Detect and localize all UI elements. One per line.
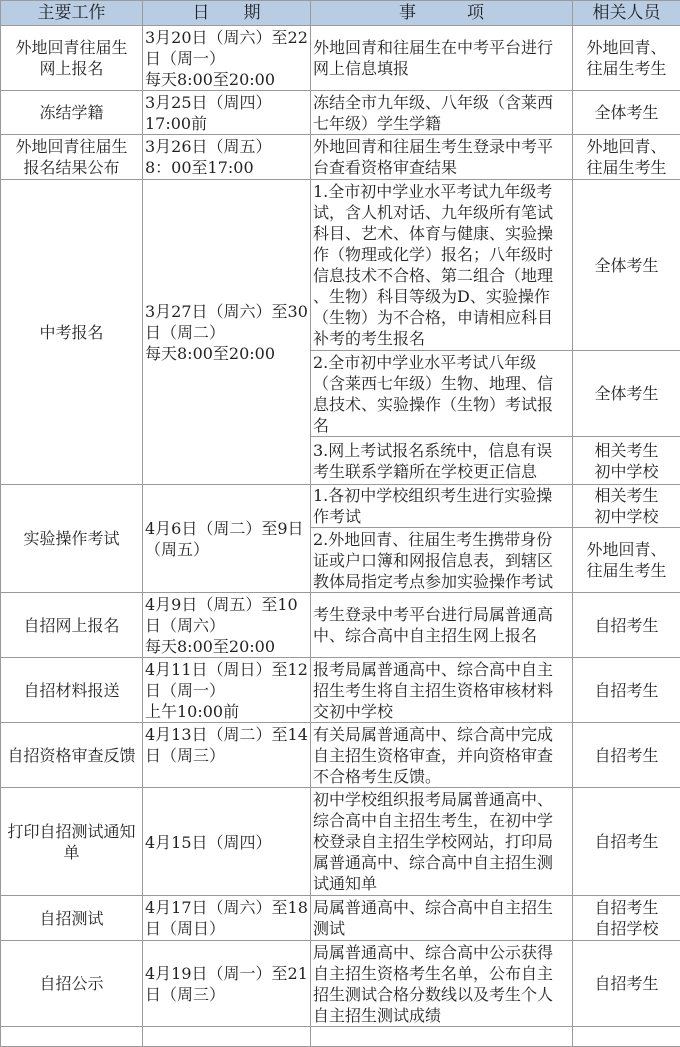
date-cell: 4月6日（周二）至9日 （周五） xyxy=(143,485,311,593)
table-row xyxy=(1,593,680,658)
people-cell: 自招考生 xyxy=(573,941,680,1027)
people-cell: 外地回青、 往届生考生 xyxy=(573,135,680,180)
empty-cell xyxy=(311,1027,573,1047)
table-row xyxy=(1,135,680,180)
item-cell: 1.各初中学校组织考生进行实验操 作考试 xyxy=(311,485,573,528)
people-cell: 外地回青、 往届生考生 xyxy=(573,528,680,593)
item-cell: 外地回青和往届生考生登录中考平 台查看资格审查结果 xyxy=(311,135,573,180)
work-cell: 自招网上报名 xyxy=(1,593,143,658)
table-row xyxy=(1,26,680,91)
item-cell: 外地回青和往届生在中考平台进行 网上信息填报 xyxy=(311,26,573,91)
empty-cell xyxy=(143,1027,311,1047)
empty-cell xyxy=(573,1027,680,1047)
date-cell: 4月19日（周一）至21 日（周三） xyxy=(143,941,311,1027)
header-work: 主要工作 xyxy=(1,1,143,26)
date-cell: 4月9日（周五）至10 日（周六） 每天8:00至20:00 xyxy=(143,593,311,658)
table-row xyxy=(1,896,680,941)
work-cell: 中考报名 xyxy=(1,180,143,485)
work-cell: 自招测试 xyxy=(1,896,143,941)
empty-cell xyxy=(1,1027,143,1047)
people-cell: 外地回青、 往届生考生 xyxy=(573,26,680,91)
people-cell: 自招考生 xyxy=(573,593,680,658)
header-date: 日 期 xyxy=(143,1,311,26)
work-cell: 外地回青往届生 网上报名 xyxy=(1,26,143,91)
date-cell: 4月17日（周六）至18 日（周日） xyxy=(143,896,311,941)
people-cell: 自招考生 xyxy=(573,658,680,723)
item-cell: 冻结全市九年级、八年级（含莱西 七年级）学生学籍 xyxy=(311,91,573,135)
table-header xyxy=(1,1,680,26)
work-cell: 自招公示 xyxy=(1,941,143,1027)
table-row-partial xyxy=(1,1027,680,1047)
people-cell: 自招考生 xyxy=(573,723,680,788)
header-item: 事 项 xyxy=(311,1,573,26)
people-cell: 相关考生 初中学校 xyxy=(573,485,680,528)
date-cell: 3月20日（周六）至22 日（周一） 每天8:00至20:00 xyxy=(143,26,311,91)
item-cell: 2.外地回青、往届生考生携带身份 证或户口簿和网报信息表，到辖区 教体局指定考点参加实验操作考试 xyxy=(311,528,573,593)
people-cell: 相关考生 初中学校 xyxy=(573,437,680,485)
date-cell: 4月11日（周日）至12 日（周一） 上午10:00前 xyxy=(143,658,311,723)
table-row xyxy=(1,941,680,1027)
table-row xyxy=(1,485,680,528)
item-cell: 1.全市初中学业水平考试九年级考 试，含人机对话、九年级所有笔试 科目、艺术、体育与健康、实验操 作（物理或化学）报名；八年级时 信息技术不合格、第二组合（地理 、生物）科目等级为D、实验操作 （生物）为不合格，申请相应科目 补考的考生报名 xyxy=(311,180,573,351)
item-cell: 3.网上考试报名系统中，信息有误 考生联系学籍所在学校更正信息 xyxy=(311,437,573,485)
table-row xyxy=(1,658,680,723)
people-cell: 全体考生 xyxy=(573,180,680,351)
work-cell: 打印自招测试通知 单 xyxy=(1,788,143,896)
people-cell: 自招考生 xyxy=(573,788,680,896)
people-cell: 全体考生 xyxy=(573,91,680,135)
work-cell: 自招资格审查反馈 xyxy=(1,723,143,788)
date-cell: 3月25日（周四） 17:00前 xyxy=(143,91,311,135)
work-cell: 实验操作考试 xyxy=(1,485,143,593)
date-cell: 4月13日（周二）至14 日（周三） xyxy=(143,723,311,788)
table-row xyxy=(1,723,680,788)
date-cell: 3月26日（周五） 8：00至17:00 xyxy=(143,135,311,180)
table-row xyxy=(1,788,680,896)
item-cell: 有关局属普通高中、综合高中完成 自主招生资格审查，并向资格审查 不合格考生反馈。 xyxy=(311,723,573,788)
item-cell: 2.全市初中学业水平考试八年级 （含莱西七年级）生物、地理、信 息技术、实验操作（生物）考试报 名 xyxy=(311,351,573,437)
work-cell: 外地回青往届生 报名结果公布 xyxy=(1,135,143,180)
table-row xyxy=(1,91,680,135)
header-people: 相关人员 xyxy=(573,1,680,26)
item-cell: 局属普通高中、综合高中公示获得 自主招生资格考生名单，公布自主 招生测试合格分数线以及考生个人 自主招生测试成绩 xyxy=(311,941,573,1027)
people-cell: 自招考生 自招学校 xyxy=(573,896,680,941)
item-cell: 初中学校组织报考局属普通高中、 综合高中自主招生考生，在初中学 校登录自主招生学校网站，打印局 属普通高中、综合高中自主招生测 试通知单 xyxy=(311,788,573,896)
date-cell: 3月27日（周六）至30 日（周二） 每天8:00至20:00 xyxy=(143,180,311,485)
item-cell: 考生登录中考平台进行局属普通高 中、综合高中自主招生网上报名 xyxy=(311,593,573,658)
work-cell: 冻结学籍 xyxy=(1,91,143,135)
date-cell: 4月15日（周四） xyxy=(143,788,311,896)
work-cell: 自招材料报送 xyxy=(1,658,143,723)
people-cell: 全体考生 xyxy=(573,351,680,437)
item-cell: 报考局属普通高中、综合高中自主 招生考生将自主招生资格审核材料 交初中学校 xyxy=(311,658,573,723)
table-row xyxy=(1,180,680,351)
item-cell: 局属普通高中、综合高中自主招生 测试 xyxy=(311,896,573,941)
